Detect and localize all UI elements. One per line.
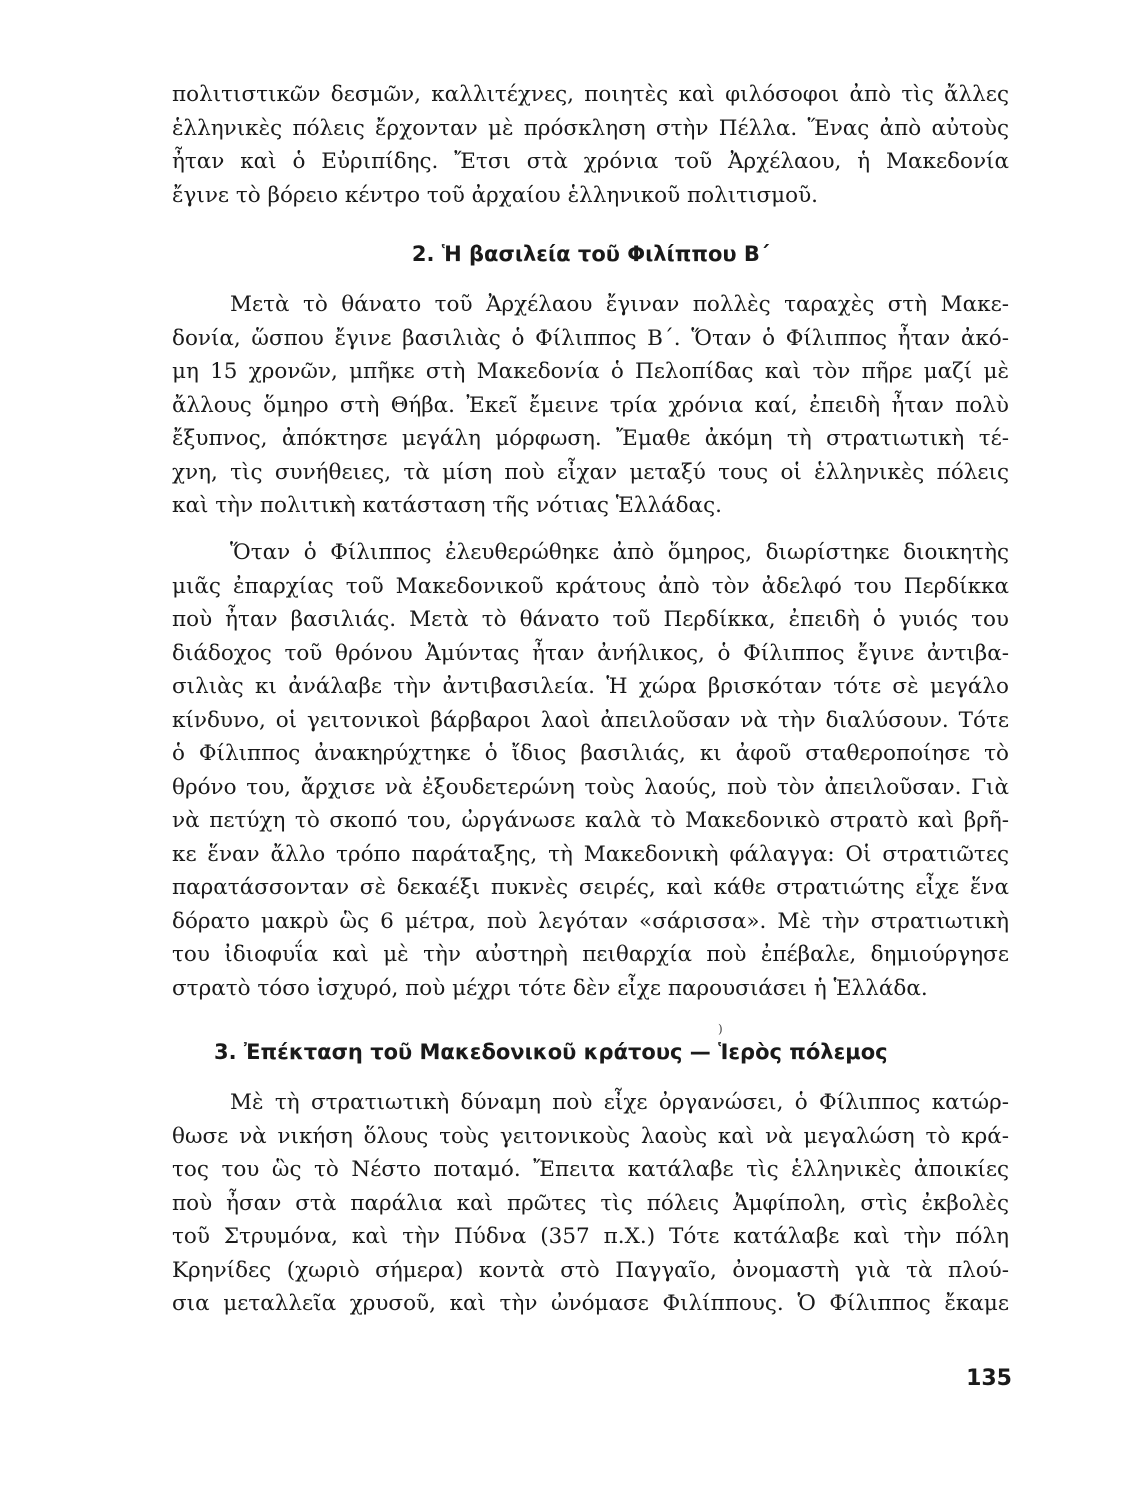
text-line: καὶ τὴν πολιτικὴ κατάσταση τῆς νότιας Ἑλλάδας. — [172, 493, 722, 518]
scan-mark: ) — [718, 1022, 723, 1036]
text-line: πολιτιστικῶν δεσμῶν, καλλιτέχνες, ποιητὲς καὶ φιλόσοφοι ἀπὸ τὶς ἄλλες — [172, 82, 1009, 107]
text-line: ποὺ ἦσαν στὰ παράλια καὶ πρῶτες τὶς πόλεις Ἀμφίπολη, στὶς ἐκβολὲς — [172, 1190, 1009, 1216]
text-line: δόρατο μακρὺ ὣς 6 μέτρα, ποὺ λεγόταν «σάρισσα». Μὲ τὴν στρατιωτικὴ — [172, 908, 1009, 934]
paragraph-intro — [172, 78, 1009, 212]
text-line: ἔγινε τὸ βόρειο κέντρο τοῦ ἀρχαίου ἑλληνικοῦ πολιτισμοῦ. — [172, 182, 818, 208]
text-line: του ἰδιοφυΐα καὶ μὲ τὴν αὐστηρὴ πειθαρχία ποὺ ἐπέβαλε, δημιούργησε — [172, 942, 1009, 967]
text-line: παρατάσσονταν σὲ δεκαέξι πυκνὲς σειρές, καὶ κάθε στρατιώτης εἶχε ἕνα — [172, 875, 1009, 900]
page-number: 135 — [966, 1366, 1012, 1391]
text-line: κίνδυνο, οἱ γειτονικοὶ βάρβαροι λαοὶ ἀπειλοῦσαν νὰ τὴν διαλύσουν. Τότε — [172, 707, 1009, 733]
text-line: Μετὰ τὸ θάνατο τοῦ Ἀρχέλαου ἔγιναν πολλὲς ταραχὲς στὴ Μακε- — [230, 292, 1009, 317]
text-line: μη 15 χρονῶν, μπῆκε στὴ Μακεδονία ὁ Πελοπίδας καὶ τὸν πῆρε μαζί μὲ — [172, 359, 1009, 384]
section-heading-3: 3. Ἐπέκταση τοῦ Μακεδονικοῦ κράτους — Ἱερὸς πόλεμος — [214, 1040, 888, 1064]
text-line: Κρηνίδες (χωριὸ σήμερα) κοντὰ στὸ Παγγαῖο, ὀνομαστὴ γιὰ τὰ πλού- — [172, 1257, 1009, 1283]
paragraph-section-2a — [172, 288, 1009, 523]
text-line: στρατὸ τόσο ἰσχυρό, ποὺ μέχρι τότε δὲν εἶχε παρουσιάσει ἡ Ἑλλάδα. — [172, 975, 928, 1001]
text-line: ἔξυπνος, ἀπόκτησε μεγάλη μόρφωση. Ἔμαθε ἀκόμη τὴ στρατιωτικὴ τέ- — [172, 426, 1009, 451]
text-line: ἑλληνικὲς πόλεις ἔρχονταν μὲ πρόσκληση στὴν Πέλλα. Ἕνας ἀπὸ αὐτοὺς — [172, 115, 1009, 141]
text-line: θρόνο του, ἄρχισε νὰ ἐξουδετερώνη τοὺς λαούς, ποὺ τὸν ἀπειλοῦσαν. Γιὰ — [172, 774, 1009, 800]
section-heading-2: 2. Ἡ βασιλεία τοῦ Φιλίππου Β΄ — [411, 242, 770, 266]
text-line: δονία, ὥσπου ἔγινε βασιλιὰς ὁ Φίλιππος Β΄. Ὅταν ὁ Φίλιππος ἦταν ἀκό- — [172, 325, 1009, 351]
text-line: ἦταν καὶ ὁ Εὐριπίδης. Ἔτσι στὰ χρόνια τοῦ Ἀρχέλαου, ἡ Μακεδονία — [172, 149, 1009, 174]
paragraph-section-3 — [172, 1086, 1009, 1321]
text-line: διάδοχος τοῦ θρόνου Ἀμύντας ἦταν ἀνήλικος, ὁ Φίλιππος ἔγινε ἀντιβα- — [172, 640, 1009, 666]
text-line: θωσε νὰ νικήση ὅλους τοὺς γειτονικοὺς λαοὺς καὶ νὰ μεγαλώση τὸ κρά- — [172, 1123, 1009, 1149]
text-line: ὁ Φίλιππος ἀνακηρύχτηκε ὁ ἴδιος βασιλιάς, κι ἀφοῦ σταθεροποίησε τὸ — [172, 741, 1009, 766]
text-line: τοῦ Στρυμόνα, καὶ τὴν Πύδνα (357 π.Χ.) Τότε κατάλαβε καὶ τὴν πόλη — [172, 1224, 1009, 1249]
text-line: σια μεταλλεῖα χρυσοῦ, καὶ τὴν ὠνόμασε Φιλίππους. Ὁ Φίλιππος ἔκαμε — [172, 1291, 1009, 1316]
text-line: χνη, τὶς συνήθειες, τὰ μίση ποὺ εἶχαν μεταξύ τους οἱ ἑλληνικὲς πόλεις — [172, 459, 1009, 485]
paragraph-section-2b — [172, 536, 1009, 1005]
text-line: μιᾶς ἐπαρχίας τοῦ Μακεδονικοῦ κράτους ἀπὸ τὸν ἀδελφό του Περδίκκα — [172, 573, 1009, 599]
text-line: κε ἕναν ἄλλο τρόπο παράταξης, τὴ Μακεδονικὴ φάλαγγα: Οἱ στρατιῶτες — [172, 841, 1009, 867]
text-line: Μὲ τὴ στρατιωτικὴ δύναμη ποὺ εἶχε ὀργανώσει, ὁ Φίλιππος κατώρ- — [230, 1090, 1009, 1115]
text-line: τος του ὣς τὸ Νέστο ποταμό. Ἔπειτα κατάλαβε τὶς ἑλληνικὲς ἀποικίες — [172, 1157, 1009, 1182]
text-line: νὰ πετύχη τὸ σκοπό του, ὠργάνωσε καλὰ τὸ Μακεδονικὸ στρατὸ καὶ βρῆ- — [172, 808, 1009, 833]
text-line: ποὺ ἦταν βασιλιάς. Μετὰ τὸ θάνατο τοῦ Περδίκκα, ἐπειδὴ ὁ γυιός του — [172, 607, 1009, 632]
text-line: σιλιὰς κι ἀνάλαβε τὴν ἀντιβασιλεία. Ἡ χώρα βρισκόταν τότε σὲ μεγάλο — [172, 674, 1009, 699]
text-line: ἄλλους ὅμηρο στὴ Θήβα. Ἐκεῖ ἔμεινε τρία χρόνια καί, ἐπειδὴ ἦταν πολὺ — [172, 392, 1009, 418]
text-line: Ὅταν ὁ Φίλιππος ἐλευθερώθηκε ἀπὸ ὅμηρος, διωρίστηκε διοικητὴς — [230, 540, 1009, 565]
